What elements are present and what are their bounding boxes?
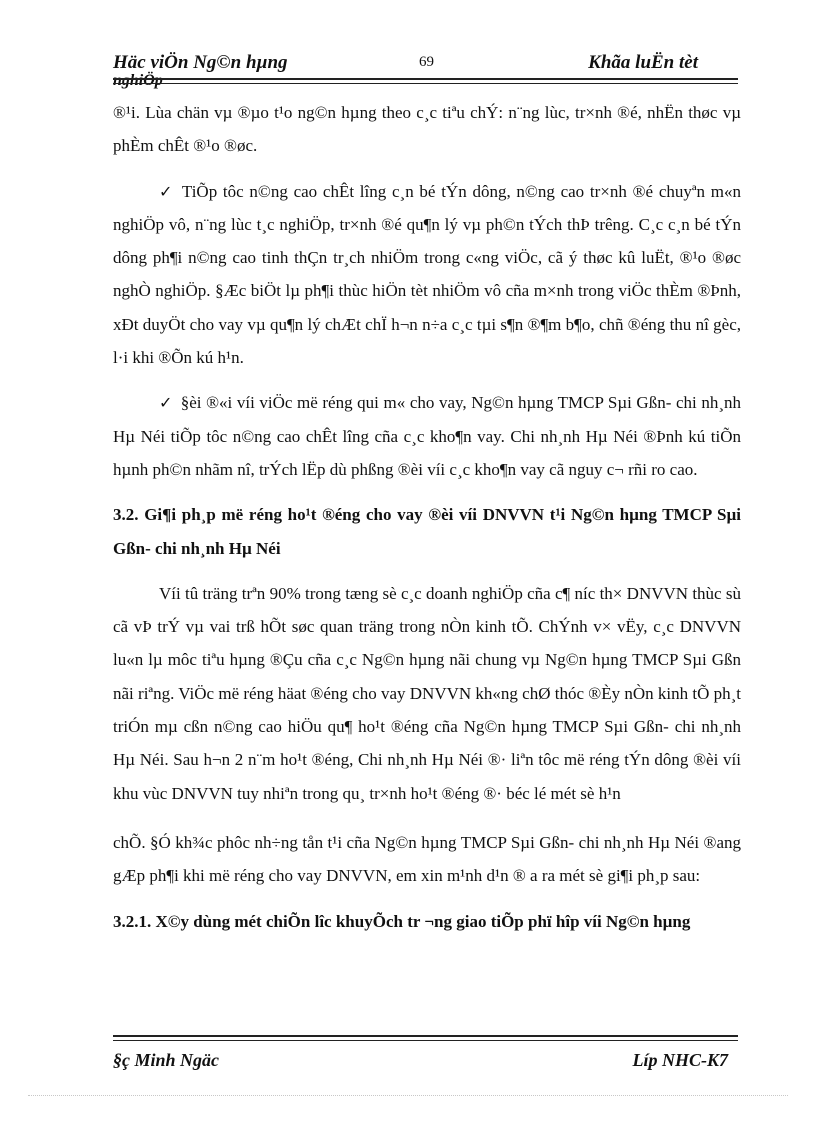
header-rule-thick	[113, 78, 738, 80]
header-thesis-title: Khãa luËn tèt	[588, 52, 698, 73]
page-number: 69	[419, 54, 434, 70]
bullet-paragraph-loan-quality	[113, 386, 741, 486]
page-footer	[113, 1050, 738, 1074]
footer-rule-thick	[113, 1035, 738, 1037]
header-institution-line1: Häc viÖn Ng©n hµng	[113, 52, 288, 73]
page-body	[113, 96, 741, 938]
page-bottom-edge	[28, 1095, 788, 1096]
paragraph-solutions-intro: chÕ. §Ó kh¾c phôc nh÷ng tån t¹i cña Ng©n hµng TMCP Sµi Gßn- chi nh¸nh Hµ Néi ®ang gÆp ph¶i khi më réng cho vay DNVVN, em xin m¹nh d¹n ® a ra mét sè gi¶i ph¸p sau:	[113, 832, 741, 886]
header-institution	[113, 52, 288, 87]
paragraph-dnvvn-role: Víi tû träng trªn 90% trong tæng sè c¸c doanh nghiÖp cña c¶ níc th× DNVVN thùc sù cã vÞ trÝ vµ vai trß hÕt søc quan träng trong nÒn kinh tÕ. ChÝnh v× vËy, c¸c DNVVN lu«n lµ môc tiªu hµng ®Çu cña c¸c Ng©n hµng nãi chung vµ Ng©n hµng TMCP Sµi Gßn nãi riªng. ViÖc më réng häat ®éng cho vay DNVVN kh«ng chØ thóc ®Èy nÒn kinh tÕ ph¸t triÓn mµ cßn n©ng cao hiÖu qu¶ ho¹t ®éng cña Ng©n hµng TMCP Sµi Gßn- chi nh¸nh Hµ Néi. Sau h¬n 2 n¨m ho¹t ®éng, Chi nh¸nh Hµ Néi ®· liªn tôc më réng tÝn dông ®èi víi khu vùc DNVVN tuy nhiªn trong qu¸ tr×nh ho¹t ®éng ®· béc lé mét sè h¹n	[113, 583, 741, 803]
bullet-text: TiÕp tôc n©ng cao chÊt lîng c¸n bé tÝn dông, n©ng cao tr×nh ®é chuyªn m«n nghiÖp vô, n¨ng lùc t¸c nghiÖp, tr×nh ®é qu¶n lý vµ ph©n tÝch thÞ trêng. C¸c c¸n bé tÝn dông ph¶i n©ng cao tinh thÇn tr¸ch nhiÖm trong c«ng viÖc, cã ý thøc kû luËt, ®¹o ®øc nghÒ nghiÖp. §Æc biÖt lµ ph¶i thùc hiÖn tèt nhiÖm vô cña m×nh trong viÖc thÈm ®Þnh, xÐt duyÖt cho vay vµ qu¶n lý chÆt chÏ h¬n n÷a c¸c tµi s¶n ®¶m b¶o, chñ ®éng thu nî gèc, l·i khi ®Õn kú h¹n.	[113, 181, 742, 368]
footer-rule-thin	[113, 1040, 738, 1041]
bullet-paragraph-staff-quality	[113, 175, 741, 375]
page-header	[113, 52, 738, 89]
section-heading-3-2-1: 3.2.1. X©y dùng mét chiÕn lîc khuyÕch tr ¬ng giao tiÕp phï hîp víi Ng©n hµng	[113, 911, 691, 931]
check-mark-icon: ✓	[159, 181, 174, 201]
footer-class: Líp NHC-K7	[632, 1050, 728, 1070]
section-heading-3-2: 3.2. Gi¶i ph¸p më réng ho¹t ®éng cho vay ®èi víi DNVVN t¹i Ng©n hµng TMCP Sµi Gßn- chi nh¸nh Hµ Néi	[113, 505, 741, 558]
paragraph-continuation: ®¹i. Lùa chän vµ ®µo t¹o ng©n hµng theo c¸c tiªu chÝ: n¨ng lùc, tr×nh ®é, nhËn thøc vµ phÈm chÊt ®¹o ®øc.	[113, 103, 741, 156]
header-rule-thin	[113, 83, 738, 84]
bullet-text: §èi ®«i víi viÖc më réng qui m« cho vay, Ng©n hµng TMCP Sµi Gßn- chi nh¸nh Hµ Néi tiÕp tôc n©ng cao chÊt lîng cña c¸c kho¶n vay. Chi nh¸nh Hµ Néi ®Þnh kú tiÕn hµnh ph©n nhãm nî, trÝch lËp dù phßng ®èi víi c¸c kho¶n vay cã nguy c¬ rñi ro cao.	[113, 393, 741, 479]
footer-author: §ç Minh Ngäc	[113, 1050, 220, 1070]
header-institution-line2: nghiÖp	[113, 72, 163, 89]
check-mark-icon: ✓	[159, 393, 173, 413]
